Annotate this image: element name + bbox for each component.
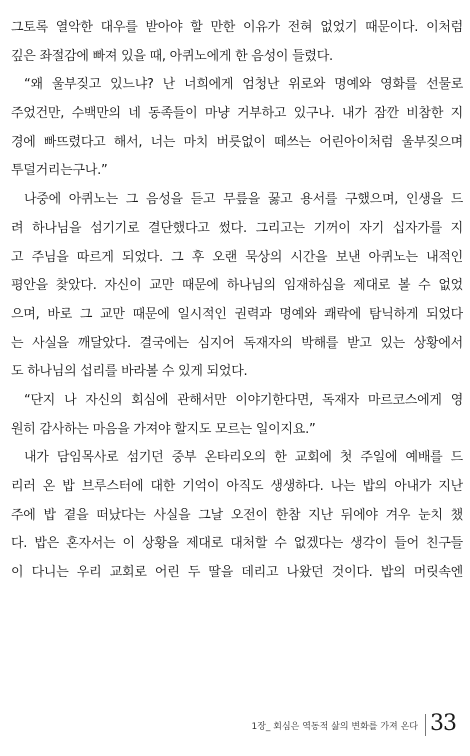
text-line: 나중에 아퀴노는 그 음성을 듣고 무릎을 꿇고 용서를 구했으며, 인생을 드 [24,192,463,208]
body-text [11,14,463,588]
text-line: 려 하나님을 섬기기로 결단했다고 썼다. 그리고는 기꺼이 자기 십자가를 지 [11,220,463,236]
text-line: 평안을 찾았다. 자신이 교만 때문에 하나님의 임재하심을 제대로 볼 수 없었 [11,278,463,294]
text-line: 이 다니는 우리 교회로 어린 두 딸을 데리고 나왔던 것이다. 밥의 머릿속엔 [11,565,463,581]
text-line: 다. 밥은 혼자서는 이 상황을 제대로 대처할 수 없겠다는 생각이 들어 친구들 [11,536,463,552]
paragraph [11,186,463,387]
text-line: 경에 빠뜨렸다고 해서, 너는 마치 버릇없이 떼쓰는 어린아이처럼 울부짖으며 [11,134,463,150]
folio-divider [425,714,426,736]
text-line: “단지 나 자신의 회심에 관해서만 이야기한다면, 독재자 마르코스에게 영 [24,392,463,408]
text-line: 고 주님을 따르게 되었다. 그 후 오랜 묵상의 시간을 보낸 아퀴노는 내적인 [11,249,463,265]
page-number: 33 [430,711,456,736]
text-line: “왜 울부짖고 있느냐? 난 너희에게 엄청난 위로와 명예와 영화를 선물로 [24,77,463,93]
text-line: 리러 온 밥 브루스터에 대한 기억이 아직도 생생하다. 나는 밥의 아내가 지난 [11,479,463,494]
paragraph [11,14,463,71]
text-line: 는 사실을 깨달았다. 결국에는 심지어 독재자의 박해를 받고 있는 상황에서 [11,335,463,351]
text-line: 주에 밥 곁을 떠났다는 사실을 그날 오전이 한참 지난 뒤에야 겨우 눈치 챘 [11,507,463,523]
text-line: 내가 담임목사로 섬기던 중부 온타리오의 한 교회에 첫 주일에 예배를 드 [24,450,463,466]
text-line: 원히 감사하는 마음을 가져야 할지도 모르는 일이지요.” [11,421,316,437]
quote-paragraph [11,387,463,444]
text-line: 주었건만, 수백만의 네 동족들이 마냥 거부하고 있구나. 내가 잠깐 비참한 지 [11,106,463,122]
page-footer [0,710,470,740]
running-head: 1장_ 회심은 역동적 삶의 변화를 가져 온다 [251,722,418,732]
text-line: 투덜거리는구나.” [11,163,108,179]
text-line: 으며, 바로 그 교만 때문에 일시적인 권력과 명예와 쾌락에 탐닉하게 되었다 [11,306,463,322]
text-line: 그토록 열악한 대우를 받아야 할 만한 이유가 전혀 없었기 때문이다. 이처럼 [11,20,463,35]
text-line: 깊은 좌절감에 빠져 있을 때, 아퀴노에게 한 음성이 들렸다. [11,48,333,64]
quote-paragraph [11,71,463,186]
paragraph [11,444,463,587]
text-line: 도 하나님의 섭리를 바라볼 수 있게 되었다. [11,364,248,380]
